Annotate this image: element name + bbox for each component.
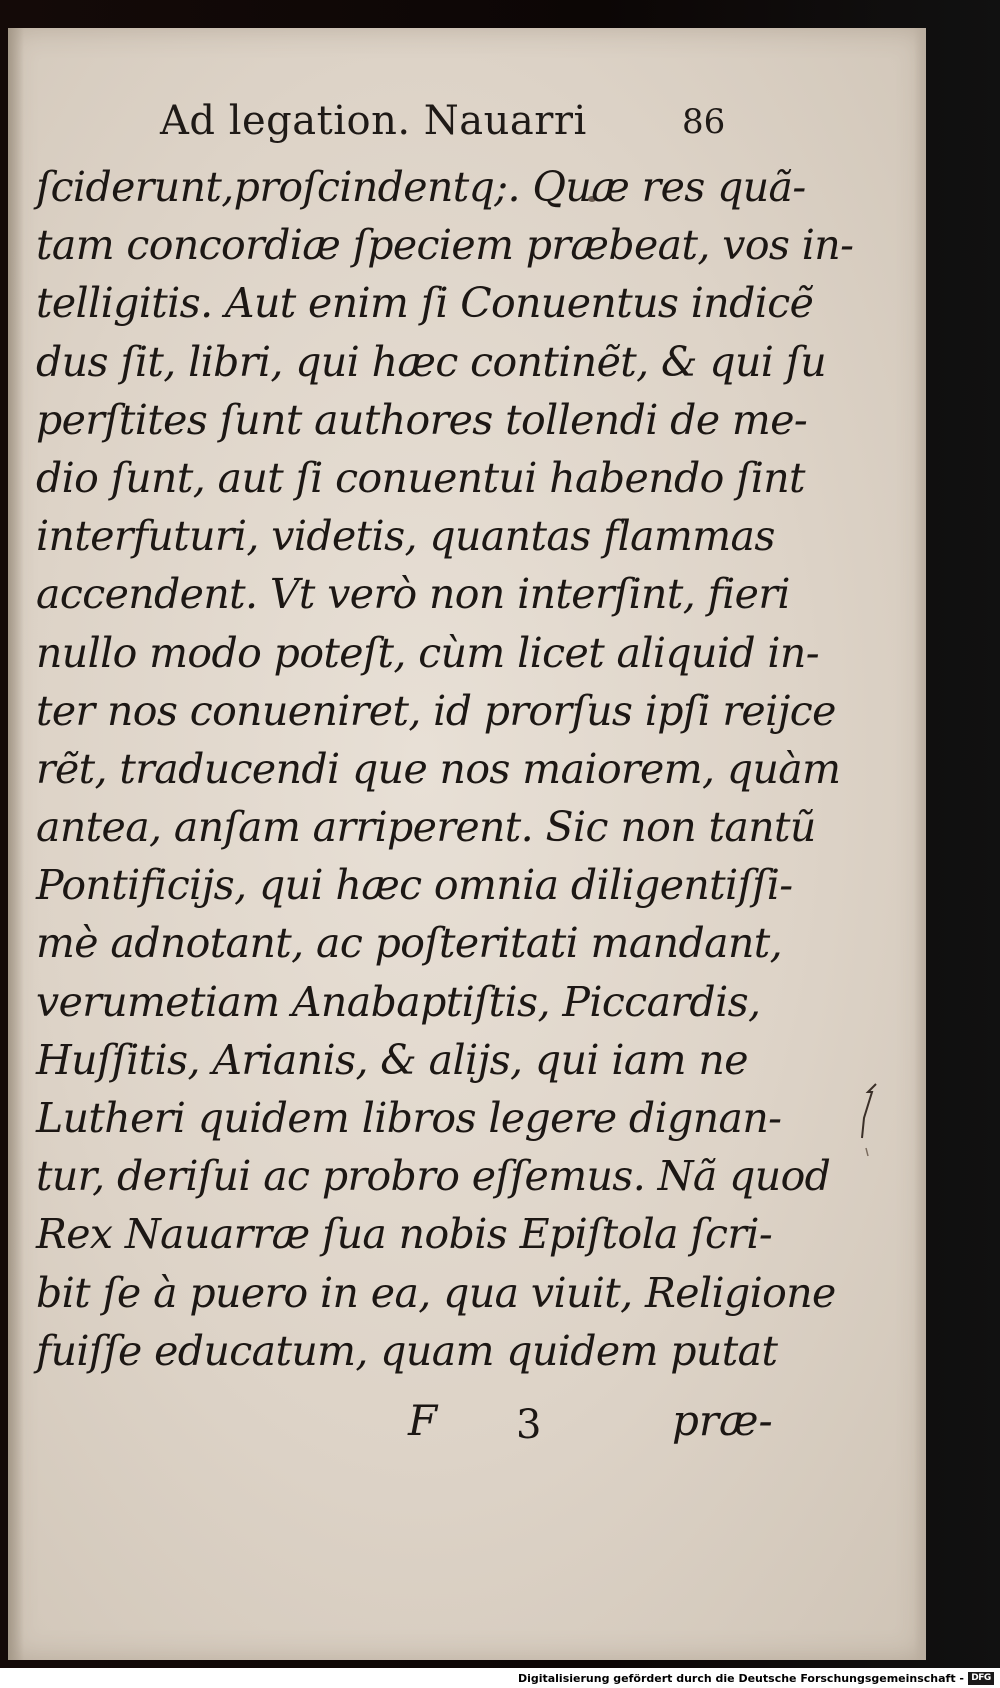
text-line: verumetiam Anabaptiſtis, Piccardis, [36,977,761,1026]
body-text [36,158,854,1380]
text-line: accendent. Vt verò non interſint, fieri [36,570,790,619]
catchword: præ- [672,1396,773,1445]
signature-number: 3 [516,1402,542,1448]
text-line: tam concordiæ ſpeciem præbeat, vos in- [36,221,854,270]
page-number: 86 [682,102,726,142]
text-line: Huſſitis, Arianis, & alijs, qui iam ne [36,1035,748,1084]
text-line: ſciderunt,proſcindentq;. Quæ res quã- [36,163,806,211]
text-line: perſtites ſunt authores tollendi de me- [36,395,808,444]
footer-bar [0,1670,1000,1688]
margin-annotation-mark [854,1078,884,1158]
text-line: antea, anſam arriperent. Sic non tantũ [36,803,816,852]
text-line: nullo modo poteſt, cùm licet aliquid in- [36,628,819,677]
text-line: Lutheri quidem libros legere dignan- [36,1094,782,1142]
text-line: fuiſſe educatum, quam quidem putat [36,1326,778,1375]
text-line: Pontificijs, qui hæc omnia diligentiſſi- [36,861,793,910]
text-line: dus ſit, libri, qui hæc continẽt, & qui ſu [36,337,827,386]
text-line: mè adnotant, ac poſteritati mandant, [36,919,783,968]
text-line: telligitis. Aut enim ſi Conuentus indicẽ [36,279,814,328]
text-line: ter nos conueniret, id prorſus ipſi reijce [36,686,836,735]
running-title: Ad legation. Nauarri [160,98,587,144]
text-line: rẽt, traducendi que nos maiorem, quàm [36,744,841,793]
text-line: dio ſunt, aut ſi conuentui habendo ſint [36,453,805,502]
signature-mark: F [408,1396,438,1445]
running-head [8,98,926,158]
text-line: bit ſe à puero in ea, qua viuit, Religione [36,1268,836,1317]
book-page [8,28,926,1660]
signature-line [8,1396,926,1456]
funding-credit: Digitalisierung gefördert durch die Deutsche Forschungsgemeinschaft - [517,1672,964,1685]
text-line: tur, deriſui ac probro eſſemus. Nã quod [36,1152,831,1201]
text-line: Rex Nauarræ ſua nobis Epiſtola ſcri- [36,1210,773,1259]
text-line: interfuturi, videtis, quantas flammas [36,512,775,561]
dfg-logo: DFG [968,1672,994,1685]
